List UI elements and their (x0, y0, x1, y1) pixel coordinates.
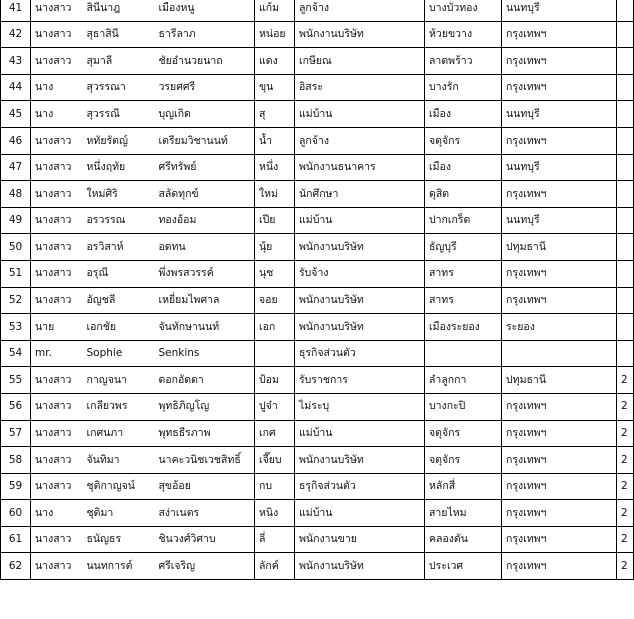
district-cell[interactable]: บางรัก (425, 74, 502, 101)
row-number-cell[interactable]: 47 (1, 154, 31, 181)
first-name-cell[interactable]: เกศนภา (83, 420, 155, 447)
nickname-cell[interactable]: เจี๊ยบ (255, 447, 295, 474)
district-cell[interactable]: ประเวศ (425, 553, 502, 580)
title-cell[interactable]: นางสาว (31, 48, 83, 75)
title-cell[interactable]: นางสาว (31, 127, 83, 154)
last-name-cell[interactable]: เหยี่ยมไพศาล (155, 287, 255, 314)
district-cell[interactable]: ลำลูกกา (425, 367, 502, 394)
table-row (1, 393, 634, 420)
last-name-cell[interactable]: จันทักษานนท์ (155, 314, 255, 341)
last-name-cell[interactable]: อดทน (155, 234, 255, 261)
occupation-cell[interactable]: ลูกจ้าง (295, 127, 425, 154)
province-cell[interactable]: กรุงเทพฯ (502, 500, 617, 527)
nickname-cell[interactable]: หนิง (255, 500, 295, 527)
title-cell[interactable]: นาง (31, 74, 83, 101)
nickname-cell[interactable]: แดง (255, 48, 295, 75)
row-number-cell[interactable]: 61 (1, 526, 31, 553)
district-cell[interactable]: ดุสิต (425, 181, 502, 208)
occupation-cell[interactable]: พนักงานขาย (295, 526, 425, 553)
first-name-cell[interactable]: ใหม่ศิริ (83, 181, 155, 208)
province-cell[interactable]: กรุงเทพฯ (502, 473, 617, 500)
table-row (1, 526, 634, 553)
province-cell[interactable] (502, 340, 617, 367)
table-row (1, 420, 634, 447)
title-cell[interactable]: นางสาว (31, 287, 83, 314)
extra-cell[interactable] (617, 0, 634, 21)
row-number-cell[interactable]: 62 (1, 553, 31, 580)
district-cell[interactable]: ปากเกร็ด (425, 207, 502, 234)
table-row (1, 447, 634, 474)
row-number-cell[interactable]: 56 (1, 393, 31, 420)
first-name-cell[interactable]: ชุติกาญจน์ (83, 473, 155, 500)
extra-cell[interactable]: 2 (617, 367, 634, 394)
district-cell[interactable]: จตุจักร (425, 127, 502, 154)
province-cell[interactable]: นนทบุรี (502, 154, 617, 181)
nickname-cell[interactable]: นุ้ย (255, 234, 295, 261)
extra-cell[interactable]: 2 (617, 473, 634, 500)
province-cell[interactable]: ปทุมธานี (502, 234, 617, 261)
province-cell[interactable]: กรุงเทพฯ (502, 48, 617, 75)
nickname-cell[interactable]: ลี่ (255, 526, 295, 553)
extra-cell[interactable]: 2 (617, 500, 634, 527)
first-name-cell[interactable]: อรุณี (83, 260, 155, 287)
first-name-cell[interactable]: นนทการต์ (83, 553, 155, 580)
last-name-cell[interactable]: วรยศศรี (155, 74, 255, 101)
province-cell[interactable]: กรุงเทพฯ (502, 393, 617, 420)
first-name-cell[interactable]: เอกชัย (83, 314, 155, 341)
row-number-cell[interactable]: 51 (1, 260, 31, 287)
district-cell[interactable] (425, 340, 502, 367)
first-name-cell[interactable]: สุมาลี (83, 48, 155, 75)
province-cell[interactable]: กรุงเทพฯ (502, 287, 617, 314)
title-cell[interactable]: นางสาว (31, 207, 83, 234)
row-number-cell[interactable]: 53 (1, 314, 31, 341)
occupation-cell[interactable]: แม่บ้าน (295, 207, 425, 234)
title-cell[interactable]: นาง (31, 101, 83, 128)
row-number-cell[interactable]: 43 (1, 48, 31, 75)
district-cell[interactable]: เมืองระยอง (425, 314, 502, 341)
first-name-cell[interactable]: อรวิสาห์ (83, 234, 155, 261)
province-cell[interactable]: กรุงเทพฯ (502, 127, 617, 154)
last-name-cell[interactable]: สุขอ้อย (155, 473, 255, 500)
province-cell[interactable]: กรุงเทพฯ (502, 447, 617, 474)
table-row (1, 101, 634, 128)
district-cell[interactable]: จตุจักร (425, 447, 502, 474)
table-row (1, 287, 634, 314)
title-cell[interactable]: นางสาว (31, 0, 83, 21)
title-cell[interactable]: นางสาว (31, 234, 83, 261)
extra-cell[interactable] (617, 234, 634, 261)
first-name-cell[interactable]: อรวรรณ (83, 207, 155, 234)
first-name-cell[interactable]: Sophie (83, 340, 155, 367)
title-cell[interactable]: นาย (31, 314, 83, 341)
table-row (1, 48, 634, 75)
occupation-cell[interactable]: พนักงานบริษัท (295, 21, 425, 48)
table-row (1, 0, 634, 21)
row-number-cell[interactable]: 55 (1, 367, 31, 394)
province-cell[interactable]: นนทบุรี (502, 207, 617, 234)
row-number-cell[interactable]: 54 (1, 340, 31, 367)
first-name-cell[interactable]: ชุติมา (83, 500, 155, 527)
nickname-cell[interactable]: ขุน (255, 74, 295, 101)
nickname-cell[interactable]: จอย (255, 287, 295, 314)
first-name-cell[interactable]: เกลียวพร (83, 393, 155, 420)
occupation-cell[interactable]: แม่บ้าน (295, 500, 425, 527)
title-cell[interactable]: นางสาว (31, 393, 83, 420)
title-cell[interactable]: นางสาว (31, 473, 83, 500)
last-name-cell[interactable]: เมืองหนู (155, 0, 255, 21)
district-cell[interactable]: บางบัวทอง (425, 0, 502, 21)
nickname-cell[interactable]: ใหม่ (255, 181, 295, 208)
row-number-cell[interactable]: 52 (1, 287, 31, 314)
nickname-cell[interactable]: กบ (255, 473, 295, 500)
table-row (1, 207, 634, 234)
first-name-cell[interactable]: สินีนาฎ (83, 0, 155, 21)
row-number-cell[interactable]: 48 (1, 181, 31, 208)
province-cell[interactable]: กรุงเทพฯ (502, 74, 617, 101)
last-name-cell[interactable]: ศรีทรัพย์ (155, 154, 255, 181)
occupation-cell[interactable]: แม่บ้าน (295, 420, 425, 447)
extra-cell[interactable] (617, 314, 634, 341)
occupation-cell[interactable]: รับจ้าง (295, 260, 425, 287)
occupation-cell[interactable]: พนักงานบริษัท (295, 287, 425, 314)
table-row (1, 127, 634, 154)
district-cell[interactable]: สายไหม (425, 500, 502, 527)
last-name-cell[interactable]: ชินวงศ์วิศาบ (155, 526, 255, 553)
last-name-cell[interactable]: สง่าเนตร (155, 500, 255, 527)
last-name-cell[interactable]: บุญเกิด (155, 101, 255, 128)
extra-cell[interactable]: 2 (617, 553, 634, 580)
district-cell[interactable]: ลาดพร้าว (425, 48, 502, 75)
extra-cell[interactable]: 2 (617, 447, 634, 474)
extra-cell[interactable] (617, 48, 634, 75)
nickname-cell[interactable]: สุ (255, 101, 295, 128)
province-cell[interactable]: กรุงเทพฯ (502, 181, 617, 208)
table-row (1, 340, 634, 367)
table-row (1, 181, 634, 208)
occupation-cell[interactable]: พนักงานบริษัท (295, 314, 425, 341)
province-cell[interactable]: กรุงเทพฯ (502, 553, 617, 580)
last-name-cell[interactable]: ศรีเจริญ (155, 553, 255, 580)
row-number-cell[interactable]: 50 (1, 234, 31, 261)
province-cell[interactable]: นนทบุรี (502, 101, 617, 128)
occupation-cell[interactable]: ธรุกิจส่วนตัว (295, 473, 425, 500)
extra-cell[interactable] (617, 21, 634, 48)
title-cell[interactable]: นางสาว (31, 21, 83, 48)
last-name-cell[interactable]: สลัดทุกข์ (155, 181, 255, 208)
first-name-cell[interactable]: ธนัญธร (83, 526, 155, 553)
first-name-cell[interactable]: หนึ่งฤทัย (83, 154, 155, 181)
nickname-cell[interactable]: น้ำ (255, 127, 295, 154)
district-cell[interactable]: สาทร (425, 287, 502, 314)
district-cell[interactable]: เมือง (425, 101, 502, 128)
title-cell[interactable]: นางสาว (31, 420, 83, 447)
nickname-cell[interactable]: ลักค์ (255, 553, 295, 580)
extra-cell[interactable] (617, 260, 634, 287)
first-name-cell[interactable]: สุวรรณี (83, 101, 155, 128)
nickname-cell[interactable] (255, 340, 295, 367)
last-name-cell[interactable]: พุทธธีรภาพ (155, 420, 255, 447)
district-cell[interactable]: บางกะปิ (425, 393, 502, 420)
district-cell[interactable]: จตุจักร (425, 420, 502, 447)
extra-cell[interactable]: 2 (617, 526, 634, 553)
nickname-cell[interactable]: หนึ่ง (255, 154, 295, 181)
occupation-cell[interactable]: ธุรกิจส่วนตัว (295, 340, 425, 367)
extra-cell[interactable] (617, 101, 634, 128)
last-name-cell[interactable]: Senkins (155, 340, 255, 367)
last-name-cell[interactable]: นาคะวนิชเวชสิทธิ์ (155, 447, 255, 474)
first-name-cell[interactable]: สุวรรณา (83, 74, 155, 101)
first-name-cell[interactable]: อัญชลี (83, 287, 155, 314)
district-cell[interactable]: สาทร (425, 260, 502, 287)
province-cell[interactable]: กรุงเทพฯ (502, 260, 617, 287)
occupation-cell[interactable]: พนักงานบริษัท (295, 234, 425, 261)
extra-cell[interactable] (617, 154, 634, 181)
occupation-cell[interactable]: ลูกจ้าง (295, 0, 425, 21)
extra-cell[interactable] (617, 127, 634, 154)
extra-cell[interactable] (617, 74, 634, 101)
extra-cell[interactable] (617, 340, 634, 367)
occupation-cell[interactable]: เกษียณ (295, 48, 425, 75)
title-cell[interactable]: นางสาว (31, 447, 83, 474)
table-body (1, 0, 634, 580)
last-name-cell[interactable]: เตรียมวิชานนท์ (155, 127, 255, 154)
occupation-cell[interactable]: แม่บ้าน (295, 101, 425, 128)
nickname-cell[interactable]: เปีย (255, 207, 295, 234)
row-number-cell[interactable]: 41 (1, 0, 31, 21)
first-name-cell[interactable]: หทัยรัตญ์ (83, 127, 155, 154)
last-name-cell[interactable]: พึ่งพรสวรรค์ (155, 260, 255, 287)
title-cell[interactable]: นางสาว (31, 181, 83, 208)
district-cell[interactable]: คลองตัน (425, 526, 502, 553)
nickname-cell[interactable]: เกศ (255, 420, 295, 447)
last-name-cell[interactable]: ชัยอำนวยนาถ (155, 48, 255, 75)
row-number-cell[interactable]: 44 (1, 74, 31, 101)
extra-cell[interactable] (617, 207, 634, 234)
row-number-cell[interactable]: 59 (1, 473, 31, 500)
row-number-cell[interactable]: 60 (1, 500, 31, 527)
extra-cell[interactable]: 2 (617, 393, 634, 420)
nickname-cell[interactable]: เอก (255, 314, 295, 341)
title-cell[interactable]: นางสาว (31, 367, 83, 394)
table-row (1, 500, 634, 527)
title-cell[interactable]: นางสาว (31, 553, 83, 580)
province-cell[interactable]: กรุงเทพฯ (502, 526, 617, 553)
occupation-cell[interactable]: พนักงานบริษัท (295, 447, 425, 474)
occupation-cell[interactable]: พนักงานธนาคาร (295, 154, 425, 181)
nickname-cell[interactable]: หน่อย (255, 21, 295, 48)
last-name-cell[interactable]: ดอกอัดดา (155, 367, 255, 394)
occupation-cell[interactable]: พนักงานบริษัท (295, 553, 425, 580)
nickname-cell[interactable]: ปูจ๋า (255, 393, 295, 420)
last-name-cell[interactable]: ทองอ้อม (155, 207, 255, 234)
row-number-cell[interactable]: 42 (1, 21, 31, 48)
extra-cell[interactable]: 2 (617, 420, 634, 447)
occupation-cell[interactable]: รับราชการ (295, 367, 425, 394)
extra-cell[interactable] (617, 287, 634, 314)
last-name-cell[interactable]: ธารีลาภ (155, 21, 255, 48)
row-number-cell[interactable]: 58 (1, 447, 31, 474)
first-name-cell[interactable]: จันทิมา (83, 447, 155, 474)
title-cell[interactable]: นางสาว (31, 526, 83, 553)
table-row (1, 154, 634, 181)
title-cell[interactable]: นางสาว (31, 154, 83, 181)
first-name-cell[interactable]: สุธาสินี (83, 21, 155, 48)
nickname-cell[interactable]: ป้อม (255, 367, 295, 394)
row-number-cell[interactable]: 45 (1, 101, 31, 128)
title-cell[interactable]: mr. (31, 340, 83, 367)
extra-cell[interactable] (617, 181, 634, 208)
title-cell[interactable]: นางสาว (31, 260, 83, 287)
nickname-cell[interactable]: นุช (255, 260, 295, 287)
table-row (1, 314, 634, 341)
province-cell[interactable]: กรุงเทพฯ (502, 420, 617, 447)
first-name-cell[interactable]: กาญจนา (83, 367, 155, 394)
occupation-cell[interactable]: นักศึกษา (295, 181, 425, 208)
province-cell[interactable]: กรุงเทพฯ (502, 21, 617, 48)
last-name-cell[interactable]: พุทธิภิญโญ (155, 393, 255, 420)
table-row (1, 473, 634, 500)
title-cell[interactable]: นาง (31, 500, 83, 527)
district-cell[interactable]: เมือง (425, 154, 502, 181)
district-cell[interactable]: ห้วยขวาง (425, 21, 502, 48)
occupation-cell[interactable]: อิสระ (295, 74, 425, 101)
district-cell[interactable]: หลักสี่ (425, 473, 502, 500)
table-row (1, 367, 634, 394)
occupation-cell[interactable]: ไม่ระบุ (295, 393, 425, 420)
table-row (1, 260, 634, 287)
nickname-cell[interactable]: แก้ม (255, 0, 295, 21)
row-number-cell[interactable]: 57 (1, 420, 31, 447)
row-number-cell[interactable]: 49 (1, 207, 31, 234)
province-cell[interactable]: ปทุมธานี (502, 367, 617, 394)
table-row (1, 234, 634, 261)
table-row (1, 21, 634, 48)
table-row (1, 553, 634, 580)
district-cell[interactable]: ธัญบุรี (425, 234, 502, 261)
row-number-cell[interactable]: 46 (1, 127, 31, 154)
province-cell[interactable]: นนทบุรี (502, 0, 617, 21)
province-cell[interactable]: ระยอง (502, 314, 617, 341)
table-row (1, 74, 634, 101)
